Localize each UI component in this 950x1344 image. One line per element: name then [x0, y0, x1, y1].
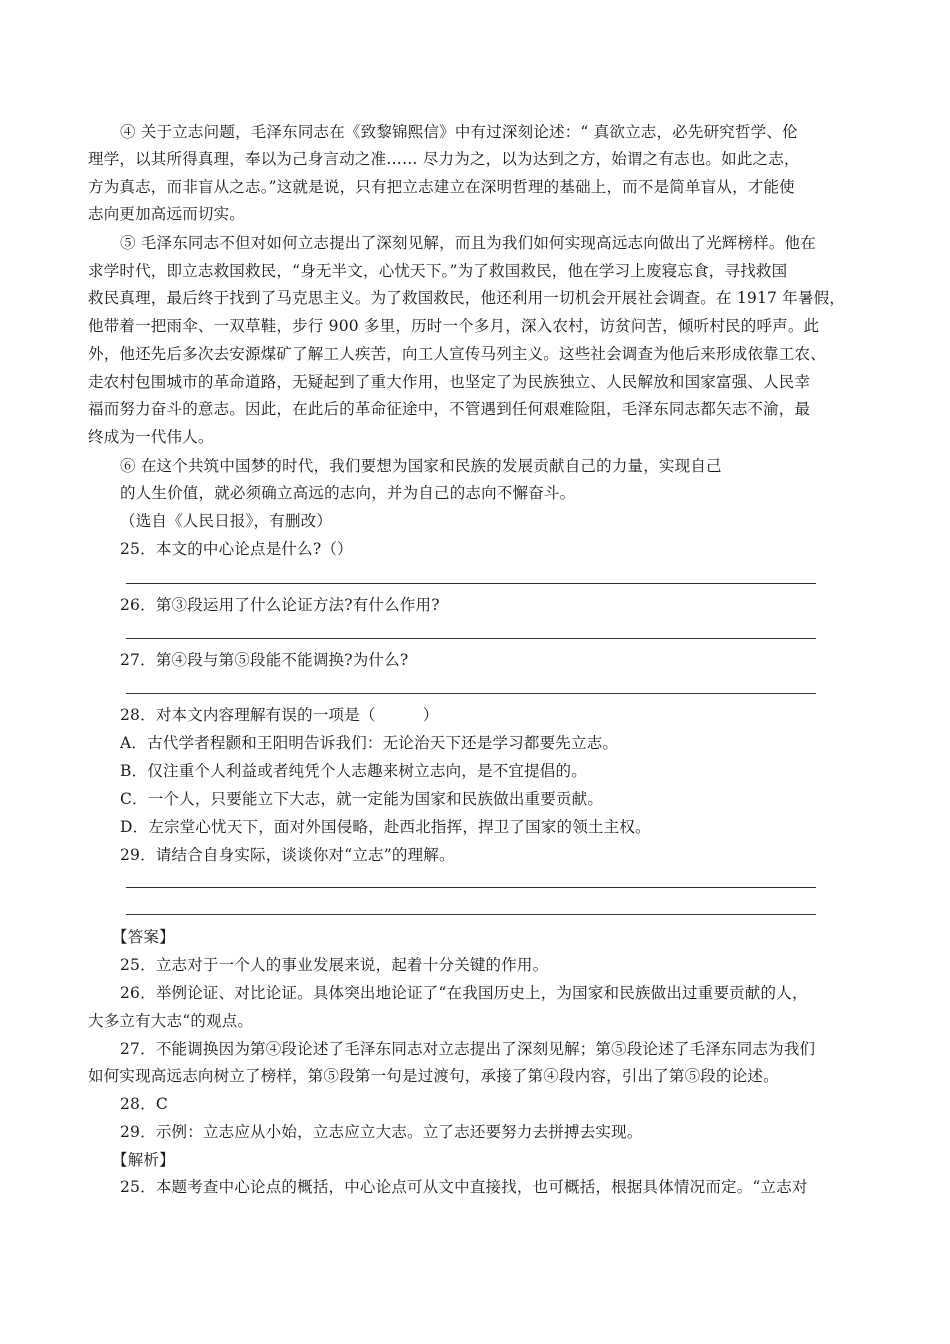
answer-line — [126, 914, 816, 915]
paragraph-5-line: 他带着一把雨伞、一双草鞋，步行 900 多里，历时一个多月，深入农村，访贫问苦，倾听村民的呼声。此 — [88, 317, 820, 335]
option-d: D．左宗堂心忧天下，面对外国侵略，赴西北指挥，捍卫了国家的领土主权。 — [120, 818, 651, 836]
paragraph-5-line: 求学时代，即立志救国救民，“身无半文，心忧天下。”为了救国救民，他在学习上废寝忘食，寻找救国 — [88, 262, 788, 280]
question-29: 29．请结合自身实际，谈谈你对“立志”的理解。 — [120, 846, 455, 864]
paragraph-4-line: ④ 关于立志问题，毛泽东同志在《致黎锦熙信》中有过深刻论述：“ 真欲立志，必先研究哲学、伦 — [120, 123, 798, 141]
option-a: A．古代学者程颢和王阳明告诉我们：无论治天下还是学习都要先立志。 — [120, 734, 619, 752]
source-note: （选自《人民日报》，有删改） — [120, 512, 333, 530]
paragraph-5-line: ⑤ 毛泽东同志不但对如何立志提出了深刻见解，而且为我们如何实现高远志向做出了光辉榜样。他在 — [120, 234, 816, 252]
answer-26-line: 大多立有大志“的观点。 — [88, 1012, 254, 1030]
answer-line — [126, 583, 816, 584]
question-28: 28．对本文内容理解有误的一项是（ ） — [120, 706, 439, 724]
question-26: 26．第③段运用了什么论证方法?有什么作用? — [120, 596, 440, 614]
paragraph-5-line: 救民真理，最后终于找到了马克思主义。为了救国救民，他还利用一切机会开展社会调查。在 1917 年暑假， — [88, 289, 846, 307]
paragraph-5-line: 福而努力奋斗的意志。因此，在此后的革命征途中，不管遇到任何艰难险阻，毛泽东同志都矢志不渝，最 — [88, 400, 811, 418]
paragraph-4-line: 志向更加高远而切实。 — [88, 205, 246, 223]
answers-heading: 【答案】 — [112, 928, 175, 946]
option-c: C．一个人，只要能立下大志，就一定能为国家和民族做出重要贡献。 — [120, 790, 604, 808]
answer-28: 28．C — [120, 1095, 168, 1113]
question-27: 27．第④段与第⑤段能不能调换?为什么? — [120, 651, 409, 669]
answer-29: 29．示例：立志应从小始，立志应立大志。立了志还要努力去拼搏去实现。 — [120, 1123, 643, 1141]
answer-line — [126, 638, 816, 639]
answer-27-line: 如何实现高远志向树立了榜样，第⑤段第一句是过渡句，承接了第④段内容，引出了第⑤段的论述。 — [88, 1067, 779, 1085]
paragraph-5-line: 外，他还先后多次去安源煤矿了解工人疾苦，向工人宣传马列主义。这些社会调查为他后来形成依靠工农、 — [88, 345, 826, 363]
answer-27-line: 27．不能调换因为第④段论述了毛泽东同志对立志提出了深刻见解；第⑤段论述了毛泽东同志为我们 — [120, 1040, 816, 1058]
paragraph-4-line: 理学，以其所得真理，奉以为己身言动之准…… 尽力为之，以为达到之方，始谓之有志也。如此之志， — [88, 150, 800, 168]
paragraph-5-line: 走农村包围城市的革命道路，无疑起到了重大作用，也坚定了为民族独立、人民解放和国家富强、人民幸 — [88, 373, 811, 391]
paragraph-5-line: 终成为一代伟人。 — [88, 428, 214, 446]
answer-line — [126, 693, 816, 694]
option-b: B．仅注重个人利益或者纯凭个人志趣来树立志向，是不宜提倡的。 — [120, 762, 587, 780]
question-25: 25．本文的中心论点是什么?（） — [120, 540, 353, 558]
paragraph-6-line: ⑥ 在这个共筑中国梦的时代，我们要想为国家和民族的发展贡献自己的力量，实现自己 — [120, 457, 722, 475]
answer-25: 25．立志对于一个人的事业发展来说，起着十分关键的作用。 — [120, 956, 549, 974]
answer-26-line: 26．举例论证、对比论证。具体突出地论证了“在我国历史上，为国家和民族做出过重要贡献的人， — [120, 984, 808, 1002]
analysis-heading: 【解析】 — [112, 1151, 175, 1169]
analysis-25: 25．本题考查中心论点的概括，中心论点可从文中直接找，也可概括，根据具体情况而定。“立志对 — [120, 1178, 808, 1196]
paragraph-4-line: 方为真志，而非盲从之志。”这就是说，只有把立志建立在深明哲理的基础上，而不是简单盲从，才能使 — [88, 178, 795, 196]
paragraph-6-line: 的人生价值，就必须确立高远的志向，并为自己的志向不懈奋斗。 — [120, 484, 576, 502]
answer-line — [126, 887, 816, 888]
